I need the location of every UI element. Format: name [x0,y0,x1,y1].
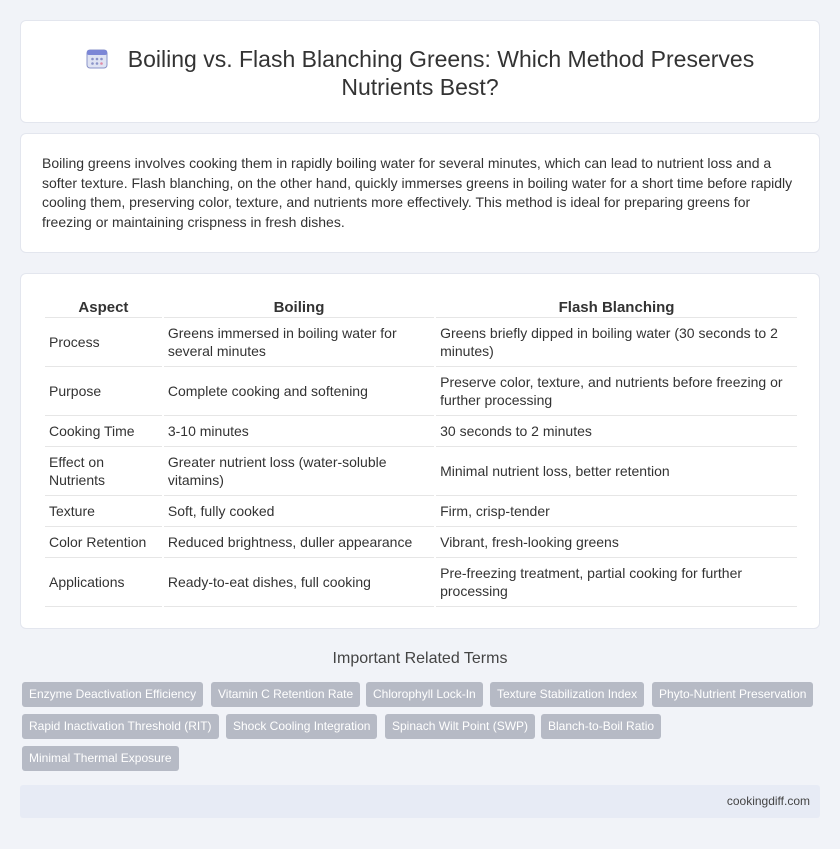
table-row [45,318,797,367]
header-boiling: Boiling [164,296,434,318]
related-term-tag[interactable]: Rapid Inactivation Threshold (RIT) [22,714,219,739]
comparison-table [43,296,799,607]
comparison-card [20,273,820,629]
boiling-cell: Greens immersed in boiling water for several minutes [164,318,434,367]
table-header-row [45,296,797,318]
table-row [45,527,797,558]
related-term-tag[interactable]: Shock Cooling Integration [226,714,377,739]
aspect-cell: Process [45,318,162,367]
aspect-cell: Effect on Nutrients [45,447,162,496]
intro-card [20,133,820,253]
related-term-tag[interactable]: Spinach Wilt Point (SWP) [385,714,535,739]
flash-blanching-cell: Vibrant, fresh-looking greens [436,527,797,558]
boiling-cell: Complete cooking and softening [164,367,434,416]
related-term-tag[interactable]: Enzyme Deactivation Efficiency [22,682,203,707]
boiling-cell: Reduced brightness, duller appearance [164,527,434,558]
boiling-cell: Greater nutrient loss (water-soluble vitamins) [164,447,434,496]
calendar-icon [86,47,108,69]
related-term-tag[interactable]: Vitamin C Retention Rate [211,682,360,707]
boiling-cell: 3-10 minutes [164,416,434,447]
aspect-cell: Color Retention [45,527,162,558]
table-row [45,496,797,527]
aspect-cell: Cooking Time [45,416,162,447]
intro-paragraph: Boiling greens involves cooking them in rapidly boiling water for several minutes, which can lead to nutrient loss and a softer texture. Flash blanching, on the other hand, quickly immerses greens in boiling water for a short time before rapidly cooling them, preserving color, texture, and nutrients more effectively. This method is ideal for preparing greens for freezing or maintaining crispness in fresh dishes. [42,155,793,230]
flash-blanching-cell: 30 seconds to 2 minutes [436,416,797,447]
table-row [45,367,797,416]
aspect-cell: Purpose [45,367,162,416]
related-term-tag[interactable]: Chlorophyll Lock-In [366,682,483,707]
footer [20,785,820,818]
table-row [45,416,797,447]
flash-blanching-cell: Greens briefly dipped in boiling water (30 seconds to 2 minutes) [436,318,797,367]
header-flash-blanching: Flash Blanching [436,296,797,318]
aspect-cell: Texture [45,496,162,527]
boiling-cell: Ready-to-eat dishes, full cooking [164,558,434,607]
title-card [20,20,820,123]
related-term-tag[interactable]: Blanch-to-Boil Ratio [541,714,661,739]
title-line-1: Boiling vs. Flash Blanching Greens: Which Method Preserves [127,46,755,72]
related-term-tag[interactable]: Phyto-Nutrient Preservation [652,682,813,707]
boiling-cell: Soft, fully cooked [164,496,434,527]
related-terms-title: Important Related Terms [332,650,508,667]
page-title [21,45,819,101]
table-row [45,447,797,496]
header-aspect: Aspect [45,296,162,318]
table-row [45,558,797,607]
footer-site-link[interactable]: cookingdiff.com [726,794,810,808]
related-term-tag[interactable]: Minimal Thermal Exposure [22,746,179,771]
aspect-cell: Applications [45,558,162,607]
flash-blanching-cell: Preserve color, texture, and nutrients before freezing or further processing [436,367,797,416]
flash-blanching-cell: Firm, crisp-tender [436,496,797,527]
flash-blanching-cell: Minimal nutrient loss, better retention [436,447,797,496]
title-line-2: Nutrients Best? [341,74,499,100]
related-term-tag[interactable]: Texture Stabilization Index [490,682,644,707]
flash-blanching-cell: Pre-freezing treatment, partial cooking for further processing [436,558,797,607]
